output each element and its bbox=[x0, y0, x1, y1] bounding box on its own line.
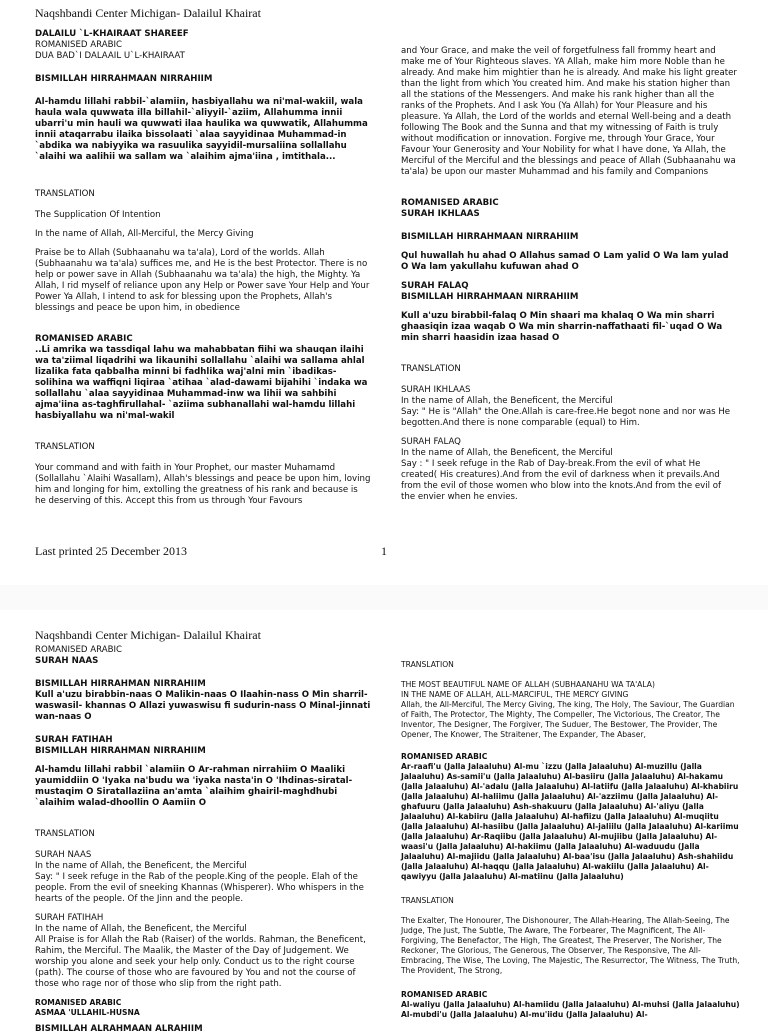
bismillah-heading: BISMILLAH HIRRAHMAAN NIRRAHIIM bbox=[35, 74, 213, 84]
names-heading: IN THE NAME OF ALLAH, ALL-MARCIFUL, THE MERCY GIVING bbox=[401, 690, 629, 699]
translation-paragraph: Say: " I seek refuge in the Rab of the people.King of the people. Elah of the people. From the evil of sneeking Khannas (Whisperer). Who whispers in the hearts of the people. Of the Jinn and the people. bbox=[35, 872, 364, 904]
page2-right-column bbox=[401, 660, 741, 1020]
names-arabic: Al-waliyu (Jalla Jalaaluhu) Al-hamiidu (Jalla Jalaaluhu) Al-muhsi (Jalla Jalaaluhu) Al-mubdi'u (Jalla Jalaaluhu) Al-mu'iidu (Jalla Jalaaluhu) Al- bbox=[401, 1000, 740, 1019]
translation-label: TRANSLATION bbox=[35, 442, 95, 452]
arabic-paragraph: Al-hamdu lillahi rabbil-`alamiin, hasbiyallahu wa ni'mal-wakiil, wala haula wala quwwata illa billahil-`aliyyil-`aziim, Allahumma innii ubarri'u min hauli wa quwwati ilaa haulika wa quwwatik, Allahumma innii ataqarrabu ilaika bissolaati `alaa sayyidinaa Muhammad-in `abdika wa nabiyyika wa rasuulika sayyidil-mursaliina sollallahu `alaihi wa aalihii wa sallam wa `alaihim ajma'iina , imtithala... bbox=[35, 97, 368, 162]
section-label: ROMANISED ARABIC bbox=[35, 645, 123, 655]
surah-label: SURAH FALAQ bbox=[401, 437, 461, 447]
surah-title: SURAH IKHLAAS bbox=[401, 209, 480, 219]
surah-title: SURAH NAAS bbox=[35, 656, 99, 666]
translation-label: TRANSLATION bbox=[35, 829, 95, 839]
translation-paragraph: Say : " I seek refuge in the Rab of Day-break.From the evil of what He created( His creatures).And from the evil of darkness when it prevails.And from the evil of those women who blow into the knots.And from the evil of the envier when he envies. bbox=[401, 459, 722, 502]
section-label: DUA BAD`I DALAAIL U`L-KHAIRAAT bbox=[35, 51, 185, 61]
translation-line: In the name of Allah, the Beneficent, the Merciful bbox=[401, 448, 613, 458]
arabic-paragraph: Qul huwallah hu ahad O Allahus samad O Lam yalid O Wa lam yulad O Wa lam yakullahu kufuwan ahad O bbox=[401, 251, 729, 272]
bismillah-heading: BISMILLAH HIRRAHMAAN NIRRAHIIM bbox=[401, 292, 579, 302]
names-translation: Allah, the All-Merciful, The Mercy Giving, The king, The Holy, The Saviour, The Guardian of Faith, The Protector, The Mighty, The Compeller, The Victorious, The Creator, The Inventor, The Designer, The Forgiver, The Suduer, The Bestower, The Provider, The Opener, The Knower, The Straitener, The Expander, The Abaser, bbox=[401, 700, 735, 739]
section-label: ROMANISED ARABIC bbox=[35, 334, 133, 344]
page1-left-column bbox=[35, 6, 371, 515]
surah-label: SURAH IKHLAAS bbox=[401, 385, 471, 395]
arabic-paragraph: Al-hamdu lillahi rabbil `alamiin O Ar-rahman nirrahiim O Maaliki yaumiddiin O 'Iyaka na'budu wa 'iyaka nasta'in O 'Ihdinas-siratal-mustaqim O Siratallaziina an'amta `alaihim ghairil-maghdhubi `alaihim walad-dhoollin O Aamiin O bbox=[35, 765, 353, 808]
translation-paragraph: and Your Grace, and make the veil of forgetfulness fall frommy heart and make me of Your Righteous slaves. YA Allah, make him more Noble than he already. And make him mightier than he is already. And make his light greater than the light from which You created him. And make his station higher than all the stations of the Messengers. And make his rank higher than all the ranks of the Prophets. And I ask You (Ya Allah) for Your Pleasure and his pleasure. Ya Allah, the Lord of the worlds and eternal Well-being and a death following The Book and the Sunna and that my witnessing of Faith is truly without modification or innovation. Forgive me, through Your Grace, Your Favour Your Generosity and Your Nobility for what I have done, Ya Allah, the Merciful of the Merciful and the blessings and peace of Allah (Subhaanahu wa ta'ala) be upon our master Muhammad and his family and Companions bbox=[401, 46, 737, 177]
translation-paragraph: Say: " He is "Allah" the One.Allah is care-free.He begot none and nor was He begotten.And there is none comparable (equal) to Him. bbox=[401, 407, 731, 428]
bismillah-heading: BISMILLAH ALRAHMAAN ALRAHIIM bbox=[35, 1024, 203, 1034]
translation-label: TRANSLATION bbox=[35, 189, 95, 199]
bismillah-heading: BISMILLAH HIRRAHMAAN NIRRAHIIM bbox=[401, 232, 579, 242]
surah-label: SURAH FATIHAH bbox=[35, 913, 104, 923]
arabic-paragraph: ..Li amrika wa tassdiqal lahu wa mahabbatan fiihi wa shauqan ilaihi wa ta'ziimal liqadrihi wa likaunihi sollallahu `alaihi wa sallama ahlal lizalika fata qabbalha minni bi fadhlika waj'alni min `ibadikas-solihina wa waffiqni liqiraa `atihaa `alad-dawami bijahihi `indaka wa sollallahu `alaa sayyidinaa Muhammad-inw wa lihii wa sahbihi ajma'iina as-taghfirullahal- `aziima subhanallahi wal-hamdu lillahi hasbiyallahu wa ni'mal-wakil bbox=[35, 345, 368, 421]
arabic-paragraph: Kull a'uzu birabbin-naas O Malikin-naas O Ilaahin-nass O Min sharril-waswasil- khannas O Allazi yuwaswisu fi sudurin-nass O Minal-jinnati wan-naas O bbox=[35, 690, 371, 722]
page-header: Naqshbandi Center Michigan- Dalailul Khairat bbox=[35, 6, 261, 20]
names-heading: THE MOST BEAUTIFUL NAME OF ALLAH (SUBHAANAHU WA TA'ALA) bbox=[401, 680, 655, 689]
bismillah-heading: BISMILLAH HIRRAHMAN NIRRAHIIM bbox=[35, 746, 206, 756]
translation-line: In the name of Allah, the Beneficent, the Merciful bbox=[35, 861, 247, 871]
names-arabic: Ar-raafi'u (Jalla Jalaaluhu) Al-mu `izzu (Jalla Jalaaluhu) Al-muzillu (Jalla Jalaaluhu) As-samii'u (Jalla Jalaaluhu) Al-basiiru (Jalla Jalaaluhu) Al-hakamu (Jalla Jalaaluhu) Al-'adalu (Jalla Jalaaluhu) Al-latiifu (Jalla Jalaaluhu) Al-khabiiru (Jalla Jalaaluhu) Al-haliimu (Jalla Jalaaluhu) Al-'azziimu (Jalla Jalaaluhu) Al-ghafuuru (Jalla Jalaaluhu) Ash-shakuuru (Jalla Jalaaluhu) Al-'aliyu (Jalla Jalaaluhu) Al-kabiiru (Jalla Jalaaluhu) Al-hafiizu (Jalla Jalaaluhu) Al-muqiitu (Jalla Jalaaluhu) Al-hasiibu (Jalla Jalaaluhu) Al-jaliilu (Jalla Jalaaluhu) Al-kariimu (Jalla Jalaaluhu) Ar-Raqiibu (Jalla Jalaaluhu) Al-mujiibu (Jalla Jalaaluhu) Al-waasi'u (Jalla Jalaaluhu) Al-hakiimu (Jalla Jalaaluhu) Al-waduudu (Jalla Jalaaluhu) Al-majiidu (Jalla Jalaaluhu) Al-baa'isu (Jalla Jalaaluhu) Ash-shahiidu (Jalla Jalaaluhu) Al-haqqu (Jalla Jalaaluhu) Al-wakiilu (Jalla Jalaaluhu) Al-qawiyyu (Jalla Jalaaluhu) Al-matiinu (Jalla Jalaaluhu) bbox=[401, 762, 739, 881]
translation-line: In the name of Allah, the Beneficent, the Merciful bbox=[35, 924, 247, 934]
translation-label: TRANSLATION bbox=[401, 364, 461, 374]
document-page-2 bbox=[0, 610, 768, 1034]
translation-heading: The Supplication Of Intention bbox=[35, 210, 161, 220]
translation-line: In the name of Allah, All-Merciful, the Mercy Giving bbox=[35, 229, 254, 239]
page-number: 1 bbox=[381, 544, 387, 558]
section-label: ASMAA 'ULLAHIL-HUSNA bbox=[35, 1008, 140, 1017]
translation-paragraph: All Praise is for Allah the Rab (Raiser) of the worlds. Rahman, the Beneficent, Rahim, the Merciful. The Maalik, the Master of the Day of Judgement. We worship you alone and seek your help only. Conduct us to the right course (path). The course of those who are favoured by You and not the course of those who rage nor of those who slip from the right path. bbox=[35, 935, 366, 989]
page-gap bbox=[0, 585, 768, 610]
section-label: ROMANISED ARABIC bbox=[35, 40, 123, 50]
translation-label: TRANSLATION bbox=[401, 896, 454, 905]
names-translation: The Exalter, The Honourer, The Dishonourer, The Allah-Hearing, The Allah-Seeing, The Judge, The Just, The Subtle, The Aware, The Forbearer, The Magnificent, The All-Forgiving, The Benefactor, The High, The Greatest, The Preserver, The Norisher, The Reckoner, The Glorious, The Generous, The Observer, The Responsive, The All-Embracing, The Wise, The Loving, The Majestic, The Resurrector, The Witness, The Truth, The Provident, The Strong, bbox=[401, 916, 740, 975]
section-label: ROMANISED ARABIC bbox=[401, 752, 488, 761]
translation-label: TRANSLATION bbox=[401, 660, 454, 669]
translation-paragraph: Your command and with faith in Your Prophet, our master Muhamamd (Sollallahu `Alaihi Wasallam), Allah's blessings and peace be upon him, loving him and longing for him, extolling the greatness of his rank and because is he deserving of this. Accept this from us through Your Favours bbox=[35, 463, 371, 506]
section-label: ROMANISED ARABIC bbox=[401, 198, 499, 208]
translation-paragraph: Praise be to Allah (Subhaanahu wa ta'ala), Lord of the worlds. Allah (Subhaanahu wa ta'ala) suffices me, and He is the best Protector. There is no help or power save in Allah (Subhaanahu wa ta'ala) the high, the Mighty. Ya Allah, I rid myself of reliance upon any Help or Power save Your Help and Your Power Ya Allah, I intend to ask for blessing upon the Prophets, Allah's blessings and peace be upon him, in obedience bbox=[35, 248, 370, 313]
page-header: Naqshbandi Center Michigan- Dalailul Khairat bbox=[35, 628, 261, 642]
surah-title: SURAH FATIHAH bbox=[35, 735, 113, 745]
surah-label: SURAH NAAS bbox=[35, 850, 92, 860]
section-label: ROMANISED ARABIC bbox=[401, 990, 488, 999]
arabic-paragraph: Kull a'uzu birabbil-falaq O Min shaari ma khalaq O Wa min sharri ghaasiqin izaa waqab O Wa min sharrin-naffathaati fil-`uqad O Wa min sharri haasidin izaa hasad O bbox=[401, 311, 723, 343]
surah-title: SURAH FALAQ bbox=[401, 281, 469, 291]
page2-left-column bbox=[35, 628, 371, 1035]
translation-line: In the name of Allah, the Beneficent, the Merciful bbox=[401, 396, 613, 406]
section-label: ROMANISED ARABIC bbox=[35, 998, 122, 1007]
document-title: DALAILU `L-KHAIRAAT SHAREEF bbox=[35, 29, 189, 39]
page1-right-column bbox=[401, 46, 737, 511]
footer-last-printed: Last printed 25 December 2013 bbox=[35, 544, 187, 558]
bismillah-heading: BISMILLAH HIRRAHMAN NIRRAHIIM bbox=[35, 679, 206, 689]
